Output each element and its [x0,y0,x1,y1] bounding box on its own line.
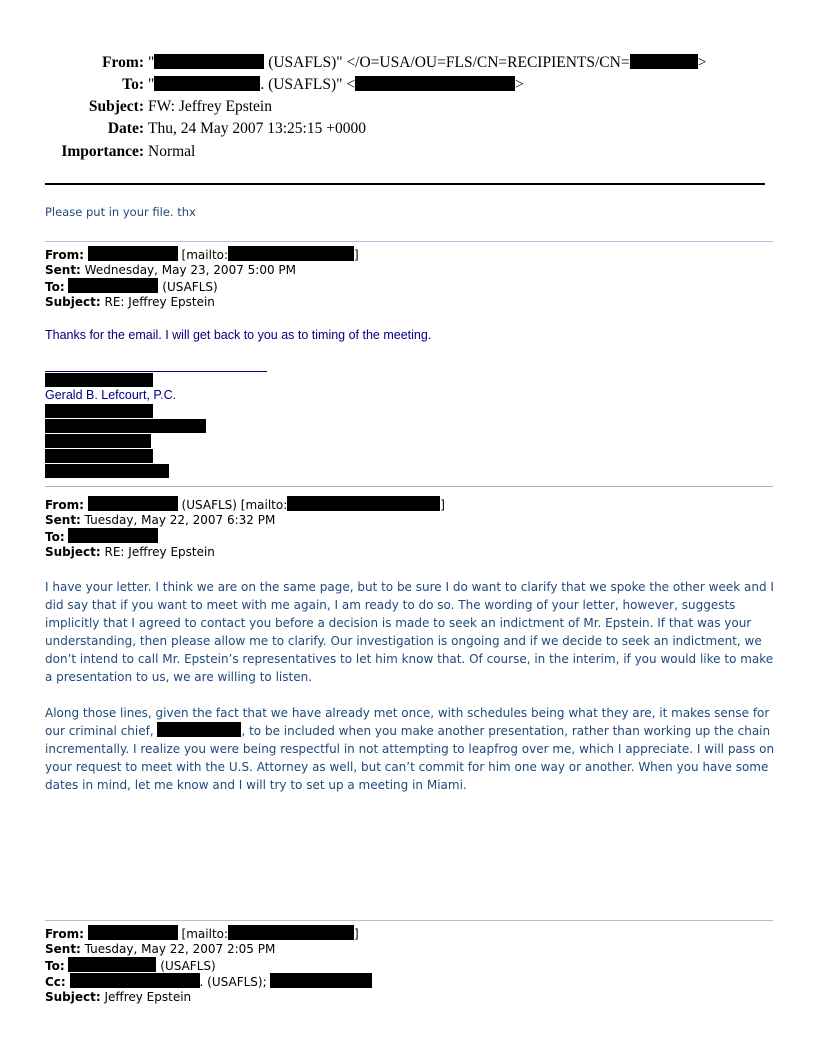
msg2-from: From: (USAFLS) [mailto: ] [45,498,445,512]
msg1-body: Thanks for the email. I will get back to you as to timing of the meeting. [45,328,432,342]
redaction-block [157,722,241,737]
date-label: Date: [107,120,144,137]
redaction-block [228,925,354,940]
redaction-block [70,973,200,988]
redaction-block [45,404,153,418]
redaction-block [68,957,156,972]
redaction-block [88,496,178,511]
redaction-block [270,973,372,988]
msg2-paragraph-1: I have your letter. I think we are on the same page, but to be sure I do want to clarify that we spoke the other week and I did say that if you want to meet with me again, I am ready to do so. The wording of your letter, however, suggests implicitly that I agreed to contact you before a decision is made to seek an indictment of Mr. Epstein. If that was your understanding, then please allow me to clarify. Our investigation is ongoing and if we decide to seek an indictment, we don’t intend to call Mr. Epstein’s representatives to let him know that. Of course, in the interim, if you would like to make a presentation to us, we are willing to listen. [45,580,774,684]
redaction-block [45,373,153,387]
forward-note: Please put in your file. thx [45,205,196,219]
redaction-block [45,449,153,463]
msg1-sent: Sent: Wednesday, May 23, 2007 5:00 PM [45,263,297,277]
redaction-block [154,54,264,69]
redaction-block [228,246,354,261]
msg1-subject: Subject: RE: Jeffrey Epstein [45,295,215,309]
redaction-block [45,419,206,433]
msg3-to: To: (USAFLS) [45,959,216,973]
msg2-subject: Subject: RE: Jeffrey Epstein [45,545,215,559]
redaction-block [287,496,440,511]
msg2-paragraph-2: Along those lines, given the fact that we have already met once, with schedules being what they are, it makes sense for our criminal chief, , to be included when you make another presentation, rather than working up the chain incrementally. I realize you were being respectful in not attempting to leapfrog over me, which I appreciate. I will pass on your request to meet with the U.S. Attorney as well, but can’t commit for him one way or another. When you have some dates in mind, let me know and I will try to set up a meeting in Miami. [45,706,775,792]
signature-rule [45,371,267,372]
subject-value: FW: Jeffrey Epstein [148,98,272,115]
from-value: " (USAFLS)" </O=USA/OU=FLS/CN=RECIPIENTS/CN= > [148,54,707,71]
header-divider [45,183,765,185]
redaction-block [88,246,178,261]
redaction-block [45,434,151,448]
redaction-block [68,528,158,543]
msg3-sent: Sent: Tuesday, May 22, 2007 2:05 PM [45,942,276,956]
importance-value: Normal [148,143,196,160]
redaction-block [45,464,169,478]
from-label: From: [102,54,144,71]
to-label: To: [122,76,144,93]
msg3-subject: Subject: Jeffrey Epstein [45,990,192,1004]
msg1-to: To: (USAFLS) [45,280,218,294]
msg3-from: From: [mailto: ] [45,927,359,941]
message-separator [45,241,773,242]
msg3-cc: Cc: . (USAFLS); [45,973,372,990]
message-separator [45,920,773,921]
redaction-block [355,76,515,91]
msg1-from: From: [mailto: ] [45,248,359,262]
msg2-sent: Sent: Tuesday, May 22, 2007 6:32 PM [45,513,276,527]
subject-label: Subject: [88,98,144,115]
date-value: Thu, 24 May 2007 13:25:15 +0000 [148,120,366,137]
to-value: " . (USAFLS)" < > [148,76,524,93]
msg2-to: To: [45,528,158,545]
message-separator [45,486,773,487]
redaction-block [154,76,260,91]
signature-firm: Gerald B. Lefcourt, P.C. [45,388,177,402]
redaction-block [630,54,698,69]
redaction-block [88,925,178,940]
redaction-block [68,278,158,293]
importance-label: Importance: [61,143,144,160]
